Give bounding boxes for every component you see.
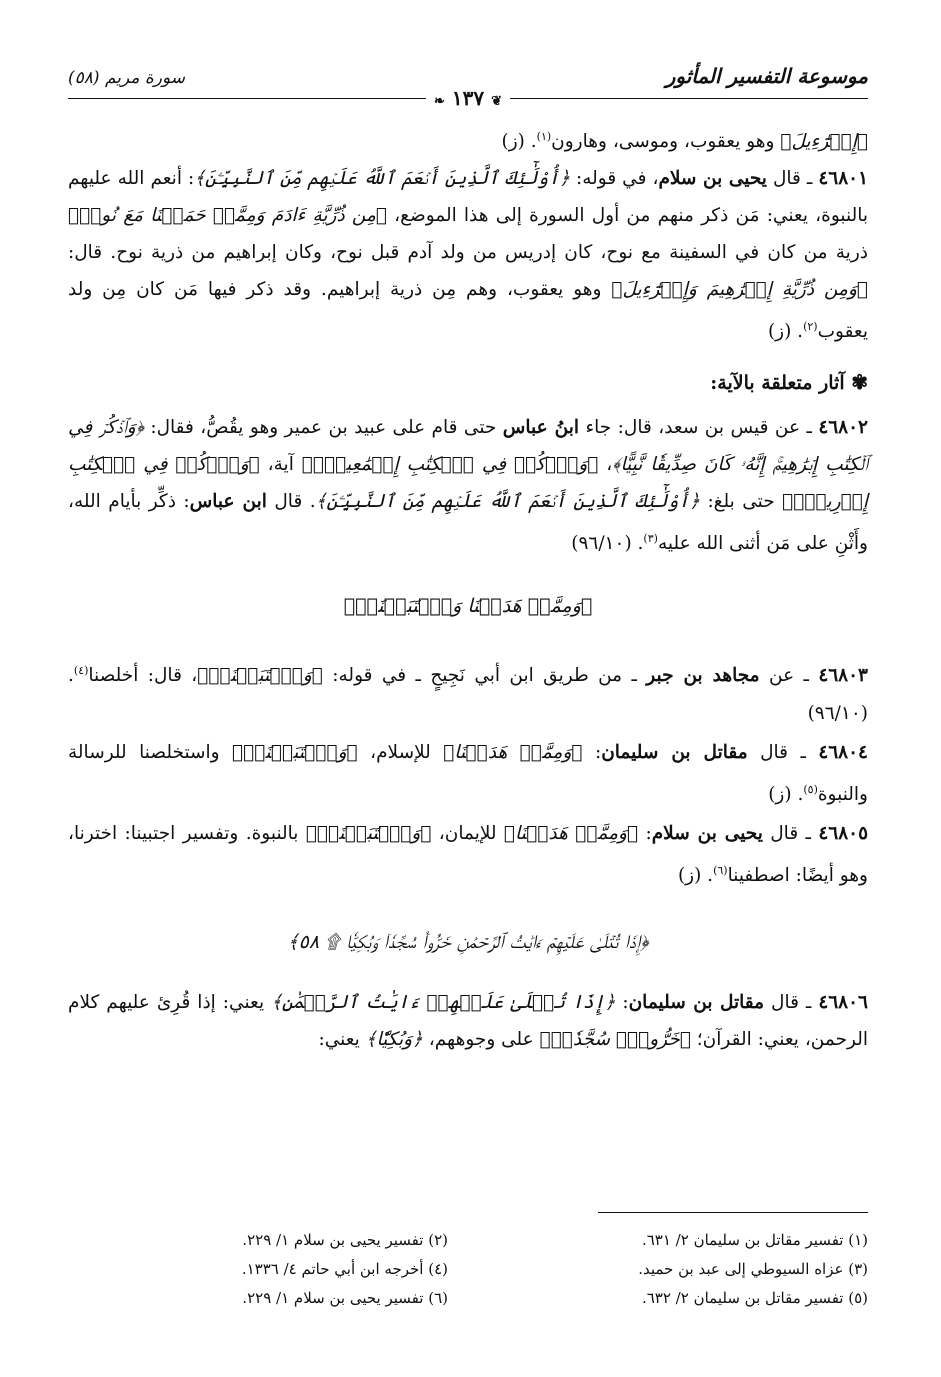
quran-quote: ﴿أُوْلَٰٓئِكَ ٱلَّذِينَ أَنۡعَمَ ٱللَّهُ عَلَيۡهِم مِّنَ ٱلنَّبِيِّـۧنَ﴾ — [315, 491, 700, 513]
footnote-item: (١) تفسير مقاتل بن سليمان ٢/ ٦٣١. — [641, 1231, 868, 1249]
body-text: يعني: — [318, 1028, 366, 1050]
section-heading-text: آثار متعلقة بالآية: — [710, 372, 845, 395]
footnote-ref: (٥) — [803, 782, 818, 796]
source-ref: . (٩٦/١٠) — [68, 665, 868, 724]
footnote-ref: (٣) — [643, 532, 658, 546]
quran-quote: ﴿وَمِن ذُرِّيَّةِ إِبۡرَٰهِيمَ وَإِسۡرَٰٓءِيلَ﴾ — [611, 279, 868, 301]
narration-46804 — [68, 734, 868, 813]
body-text: ـ عن — [759, 665, 819, 687]
narrator-name: يحيى بن سلام — [651, 822, 763, 844]
body-text: على وجوههم، — [422, 1028, 540, 1050]
footnote-column-left — [58, 1226, 448, 1313]
book-page — [68, 62, 869, 1307]
quran-quote: ﴿وَمِمَّنۡ هَدَيۡنَا﴾ — [443, 741, 583, 763]
footnote-ref: (١) — [536, 130, 552, 143]
narration-number: ٤٦٨٠٢ — [818, 417, 868, 439]
quran-quote: ﴿إِسۡرَٰٓءِيلَ﴾ — [780, 131, 868, 153]
body-text: ، في قوله: — [569, 168, 659, 190]
narration-number: ٤٦٨٠١ — [818, 168, 869, 190]
quran-quote: ﴿وَٱذۡكُرۡ فِي ٱلۡكِتَٰبِ إِسۡمَٰعِيلَۚ﴾ — [301, 454, 599, 476]
quran-quote: ﴿وَٱذۡكُرۡ فِي ٱلۡكِتَٰبِ إِدۡرِيسَۚ﴾ — [68, 454, 868, 513]
section-heading — [68, 362, 868, 403]
footnote-item: (٢) تفسير يحيى بن سلام ١/ ٢٢٩. — [242, 1231, 448, 1249]
narration-46803 — [68, 652, 868, 731]
narration-46805 — [68, 815, 868, 894]
narrator-name: ابنُ عباس — [502, 417, 580, 439]
ornament-icon: ❧ — [434, 94, 445, 109]
quran-quote: ﴿خَرُّواْۤ سُجَّدٗاۤ﴾ — [539, 1028, 691, 1050]
flower-icon: ✾ — [851, 370, 868, 395]
running-header — [68, 62, 868, 110]
verse-heading: ﴿وَمِمَّنۡ هَدَيۡنَا وَٱجۡتَبَيۡنَآۚ﴾ — [343, 595, 593, 618]
source-ref: . (٩٦/١٠) — [571, 533, 644, 555]
footnote-ref: (٤) — [73, 664, 89, 678]
footnote-item: (٦) تفسير يحيى بن سلام ١/ ٢٢٩. — [242, 1289, 448, 1307]
body-text: ـ قال — [766, 168, 819, 190]
footnote-ref: (٢) — [803, 320, 818, 334]
narrator-name: مقاتل بن سليمان — [601, 741, 748, 763]
quran-quote: ﴿إِذَا تُتۡلَىٰ عَلَيۡهِمۡ ءَايَٰتُ ٱلرَّحۡمَٰنِ﴾ — [271, 991, 616, 1013]
body-text: للإيمان، — [431, 822, 504, 844]
footnote-rule — [598, 1212, 868, 1213]
body-text: وهو يعقوب، وهم مِن ذرية إبراهيم. وقد ذكر فيها مَن كان مِن ولد يعقوب — [68, 279, 868, 343]
quran-quote: ﴿وَٱذۡكُرۡ فِي ٱلۡكِتَٰبِ إِبۡرَٰهِيمَۚ إِنَّهُۥ كَانَ صِدِّيقٗا نَّبِيًّا﴾ — [68, 417, 868, 476]
quran-quote: ﴿أُوْلَٰٓئِكَ ٱلَّذِينَ أَنۡعَمَ ٱللَّهُ عَلَيۡهِم مِّنَ ٱلنَّبِيِّـۧنَ﴾ — [194, 168, 570, 190]
narrator-name: مجاهد بن جبر — [646, 665, 760, 687]
body-text: : — [638, 822, 652, 844]
book-title: موسوعة التفسير المأثور — [665, 64, 868, 88]
narration-46802 — [68, 409, 868, 562]
source-ref: . (ز) — [768, 783, 804, 805]
quran-quote: ﴿وَٱجۡتَبَيۡنَآۚ﴾ — [197, 665, 323, 687]
page-number: ١٣٧ — [451, 86, 485, 110]
body-text: بالنبوة. وتفسير اجتبينا: اخترنا، وهو أيضًا: اصطفينا — [68, 822, 868, 886]
body-text: ذرية من كان في السفينة مع نوح، كان إدريس من ولد آدم قبل نوح، وكان إبراهيم من ذرية نوح. قال: — [68, 242, 868, 264]
body-text: يعني: إذا قُرِئ عليهم كلام الرحمن، يعني: القرآن؛ — [68, 991, 868, 1050]
quran-quote: ﴿وَٱجۡتَبَيۡنَآۚ﴾ — [305, 822, 432, 844]
body-text: ـ عن قيس بن سعد، قال: جاء — [579, 417, 819, 439]
footnote-item: (٣) عزاه السيوطي إلى عبد بن حميد. — [638, 1260, 868, 1278]
narration-number: ٤٦٨٠٤ — [818, 741, 868, 763]
footnote-ref: (٦) — [713, 863, 728, 877]
body-text: ، قال: أخلصنا — [88, 665, 198, 687]
footnote-item: (٥) تفسير مقاتل بن سليمان ٢/ ٦٣٢. — [641, 1289, 868, 1307]
body-text: حتى بلغ: — [699, 491, 783, 513]
narrator-name: يحيى بن سلام — [658, 168, 767, 190]
body-text: : — [582, 741, 602, 763]
body-text: ـ من طريق ابن أبي نَجِيحٍ ـ في قوله: — [322, 665, 647, 687]
body-text: آية، — [259, 454, 302, 476]
surah-label: سورة مريم (٥٨) — [68, 68, 186, 88]
ornament-icon: ❦ — [491, 94, 502, 109]
quran-quote: ﴿وَمِمَّنۡ هَدَيۡنَا﴾ — [503, 822, 639, 844]
body-text: وهو يعقوب، وموسى، وهارون — [551, 131, 781, 153]
footnote-column-right — [478, 1226, 868, 1313]
narration-46806 — [68, 984, 868, 1058]
body-text: حتى قام على عبيد بن عمير وهو يقُصُّ، فقال: — [143, 417, 503, 439]
narrator-name: مقاتل بن سليمان — [628, 991, 765, 1013]
narration-number: ٤٦٨٠٥ — [818, 822, 869, 844]
source-ref: . (ز) — [677, 864, 714, 886]
body-text: : ذكِّر بأيام الله، وأَثْنِ على مَن أثنى الله عليه — [68, 491, 868, 555]
body-text: ـ قال — [764, 991, 819, 1013]
paragraph-continuation — [68, 118, 868, 160]
body-text: ـ قال — [747, 741, 819, 763]
body-text: ـ قال — [762, 822, 819, 844]
source-ref: . (ز) — [767, 321, 804, 343]
page-number-box — [426, 86, 510, 110]
verse-heading: ﴿إِذَا تُتۡلَىٰ عَلَيۡهِمۡ ءَايَٰتُ ٱلرَّحۡمَٰنِ خَرُّواْۤ سُجَّدٗاۤ وَبُكِيّٗا ۩ ٥٨﴾ — [287, 930, 649, 953]
footnote-item: (٤) أخرجه ابن أبي حاتم ٤/ ١٣٣٦. — [241, 1260, 448, 1278]
body-text: : أنعم الله عليهم بالنبوة، يعني: مَن ذكر منهم من أول السورة إلى هذا الموضع، — [68, 168, 868, 227]
body-text: للإسلام، — [357, 741, 444, 763]
body-text: . قال — [266, 491, 316, 513]
quran-quote: ﴿وَٱجۡتَبَيۡنَآۚ﴾ — [232, 741, 358, 763]
body-text: واستخلصنا للرسالة والنبوة — [68, 741, 868, 805]
quran-quote: ﴿مِن ذُرِّيَّةِ ءَادَمَ وَمِمَّنۡ حَمَلۡنَا مَعَ نُوحٖ﴾ — [68, 205, 387, 227]
narration-46801 — [68, 160, 868, 350]
narrator-name: ابن عباس — [189, 491, 267, 513]
narration-number: ٤٦٨٠٦ — [818, 991, 868, 1013]
source-ref: . (ز) — [501, 131, 537, 153]
quran-quote: ﴿وَبُكِيّٗا﴾ — [365, 1028, 423, 1050]
body-text: : — [615, 991, 629, 1013]
body-text: ، — [598, 454, 613, 476]
narration-number: ٤٦٨٠٣ — [818, 665, 868, 687]
